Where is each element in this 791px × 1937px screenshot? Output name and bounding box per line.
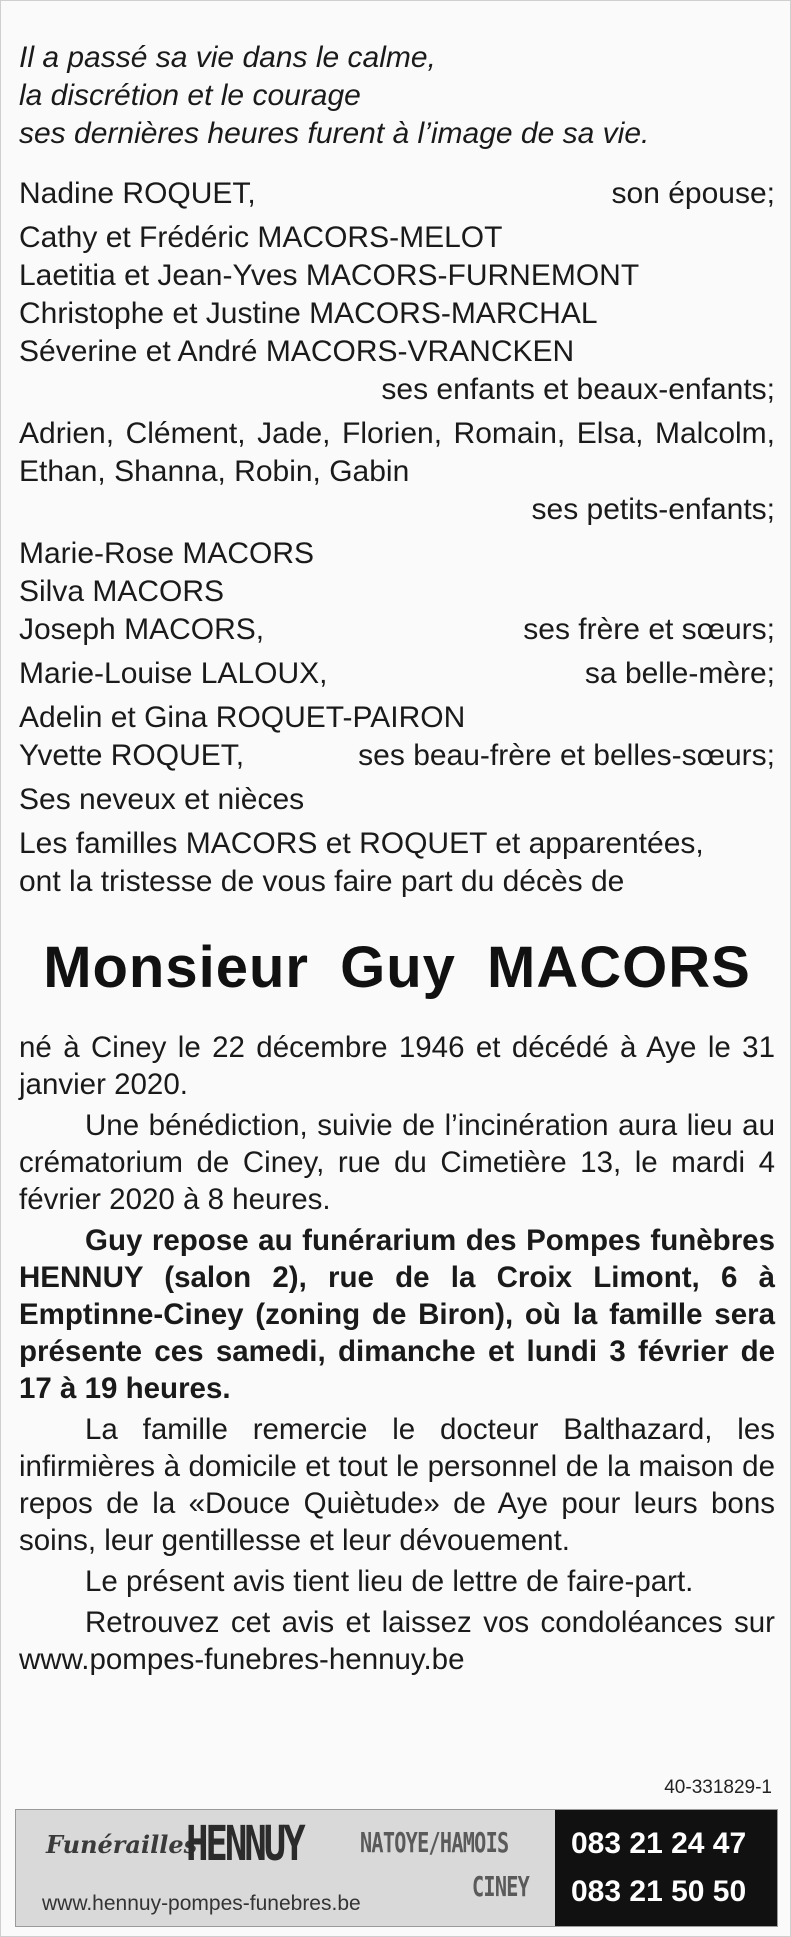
online-paragraph: Retrouvez cet avis et laissez vos condoléances sur www.pompes-funebres-hennuy.be (19, 1606, 775, 1676)
birth-death-paragraph: né à Ciney le 22 décembre 1946 et décédé à Aye le 31 janvier 2020. (19, 1031, 775, 1101)
grandchildren-names: Ethan, Shanna, Robin, Gabin (19, 455, 410, 488)
grandchildren-names: Adrien, Clément, Jade, Florien, Romain, Elsa, Malcolm, (19, 417, 775, 450)
banner-funerailles: Funérailles (46, 1830, 198, 1859)
notice-body (19, 39, 775, 1682)
deceased-name: Monsieur Guy MACORS (43, 935, 751, 1000)
sibling-name: Marie-Rose MACORS (19, 537, 315, 570)
banner-locations: CINEY (472, 1870, 530, 1903)
mother-in-law-row (19, 655, 775, 693)
child-couple: Christophe et Justine MACORS-MARCHAL (19, 297, 598, 330)
poem-line: ses dernières heures furent à l’image de sa vie. (19, 117, 650, 150)
spouse-row (19, 175, 775, 213)
sibling-name: Joseph MACORS, (19, 613, 265, 646)
child-couple: Cathy et Frédéric MACORS-MELOT (19, 221, 503, 254)
mother-in-law-relation: sa belle-mère; (584, 657, 775, 690)
spouse-relation: son épouse; (611, 177, 775, 210)
epitaph-poem (19, 39, 775, 153)
banner-locations: NATOYE/HAMOIS (360, 1826, 509, 1859)
phone-number[interactable]: 083 21 24 47 (571, 1827, 747, 1860)
in-law-row (19, 737, 775, 775)
poem-line: Il a passé sa vie dans le calme, (19, 41, 436, 74)
notice-paragraph: Le présent avis tient lieu de lettre de faire-part. (85, 1565, 694, 1598)
poem-line: la discrétion et le courage (19, 79, 361, 112)
grandchildren-relation: ses petits-enfants; (531, 493, 775, 526)
in-law-name: Yvette ROQUET, (19, 739, 245, 772)
nephews-line: Ses neveux et nièces (19, 783, 305, 816)
families-line: Les familles MACORS et ROQUET et apparentées, (19, 827, 704, 860)
banner-website[interactable]: www.hennuy-pompes-funebres.be (42, 1892, 361, 1915)
sibling-name: Silva MACORS (19, 575, 225, 608)
phone-number[interactable]: 083 21 50 50 (571, 1875, 747, 1908)
mother-in-law-name: Marie-Louise LALOUX, (19, 657, 328, 690)
in-law-name: Adelin et Gina ROQUET-PAIRON (19, 701, 466, 734)
announcement-line: ont la tristesse de vous faire part du décès de (19, 865, 625, 898)
in-laws-relation: ses beau-frère et belles-sœurs; (358, 739, 775, 772)
children-block (19, 219, 775, 409)
children-relation: ses enfants et beaux-enfants; (381, 373, 775, 406)
siblings-relation: ses frère et sœurs; (523, 613, 775, 646)
funeral-home-banner (15, 1809, 778, 1927)
family-list (19, 175, 775, 901)
child-couple: Laetitia et Jean-Yves MACORS-FURNEMONT (19, 259, 640, 292)
thanks-paragraph: La famille remercie le docteur Balthazard, les infirmières à domicile et tout le personnel de la maison de repos de la «Douce Quiètude» de Aye pour leurs bons soins, leur gentillesse et leur dévouement. (19, 1413, 775, 1557)
reference-number: 40-331829-1 (664, 1777, 772, 1798)
siblings-block (19, 535, 775, 649)
in-laws-block (19, 699, 775, 775)
sibling-row (19, 611, 775, 649)
ceremony-paragraph: Une bénédiction, suivie de l’incinération aura lieu au crématorium de Ciney, rue du Cimetière 13, le mardi 4 février 2020 à 8 heures. (19, 1109, 775, 1216)
child-couple: Séverine et André MACORS-VRANCKEN (19, 335, 575, 368)
brand-logo-text: HENNUY (186, 1816, 303, 1872)
phone-box (555, 1810, 777, 1926)
grandchildren-block (19, 415, 775, 529)
visitation-paragraph: Guy repose au funérarium des Pompes funèbres HENNUY (salon 2), rue de la Croix Limont, 6 à Emptinne-Ciney (zoning de Biron), où la famille sera présente ces samedi, dimanche et lundi 3 février de 17 à 19 heures. (19, 1224, 775, 1405)
spouse-name: Nadine ROQUET, (19, 177, 256, 210)
